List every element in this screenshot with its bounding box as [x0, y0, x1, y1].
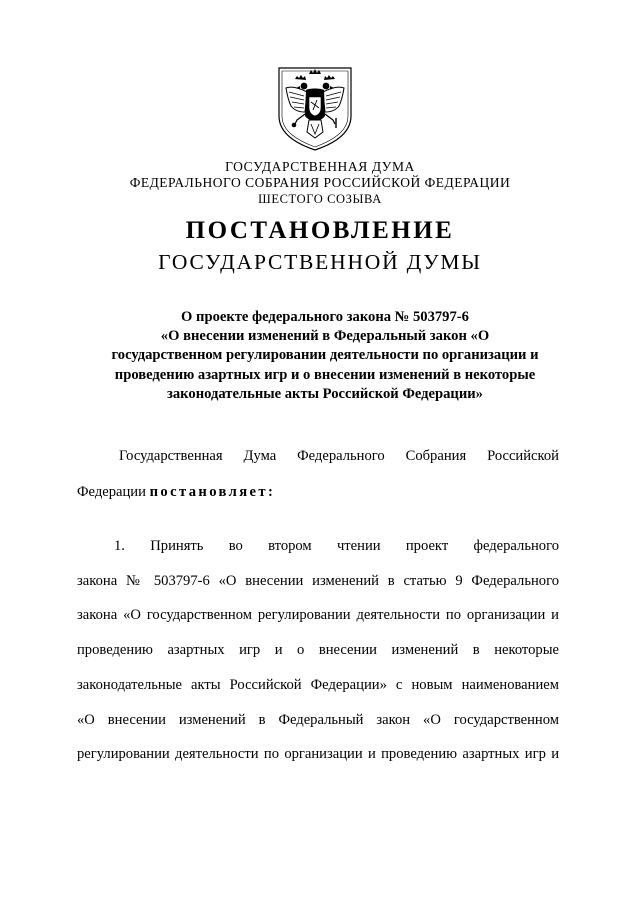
subject-line: государственном регулировании деятельности по организации и: [111, 347, 539, 364]
document-type-title: ПОСТАНОВЛЕНИЕ: [185, 217, 455, 244]
convocation: ШЕСТОГО СОЗЫВА: [258, 192, 382, 206]
parliament-name: ГОСУДАРСТВЕННАЯ ДУМА: [225, 159, 415, 174]
preamble-verb: постановляет:: [149, 484, 276, 500]
document-subject: [90, 308, 560, 404]
subject-line: законодательные акты Российской Федерации»: [167, 385, 483, 402]
coat-of-arms-emblem: [273, 64, 357, 152]
item-1-line: закона № 503797-6 «О внесении изменений в статью 9 Федерального: [77, 573, 559, 589]
item-1-line: 1. Принять во втором чтении проект федерального: [114, 538, 559, 554]
item-1-line: проведению азартных игр и о внесении изменений в некоторые: [77, 642, 559, 658]
parliament-assembly: ФЕДЕРАЛЬНОГО СОБРАНИЯ РОССИЙСКОЙ ФЕДЕРАЦИИ: [129, 175, 511, 190]
document-issuer: ГОСУДАРСТВЕННОЙ ДУМЫ: [158, 250, 482, 274]
item-1-line: законодательные акты Российской Федерации» с новым наименованием: [77, 677, 559, 693]
preamble-line: Государственная Дума Федерального Собрания Российской: [119, 448, 559, 464]
item-1-line: регулировании деятельности по организации и проведению азартных игр и: [77, 746, 559, 762]
subject-line: «О внесении изменений в Федеральный закон «О: [160, 328, 490, 345]
subject-line: О проекте федерального закона № 503797-6: [181, 309, 469, 325]
item-1-line: закона «О государственном регулировании деятельности по организации и: [77, 607, 559, 623]
item-1-line: «О внесении изменений в Федеральный закон «О государственном: [77, 712, 559, 728]
preamble-prefix: Федерации: [77, 484, 146, 500]
preamble-line: [77, 484, 275, 501]
subject-line: проведению азартных игр и о внесении изменений в некоторые: [114, 366, 536, 383]
